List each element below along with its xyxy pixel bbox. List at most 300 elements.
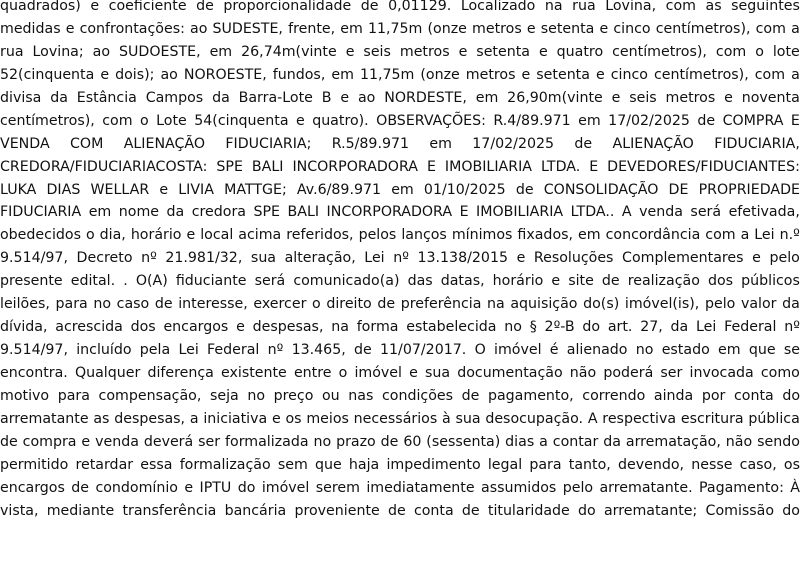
word: para [529, 456, 562, 473]
word: 9.514/97, [0, 250, 68, 267]
text-line [0, 41, 800, 64]
text-line [0, 293, 800, 316]
word: acrescida [55, 319, 123, 336]
word: e [752, 250, 761, 267]
word: será [254, 273, 286, 290]
text-line [0, 87, 800, 110]
word: e [100, 66, 110, 83]
text-line [0, 179, 800, 202]
word: vista, [0, 502, 39, 519]
word: tanto, [568, 456, 611, 473]
word: de [601, 273, 620, 290]
text-line [0, 339, 800, 362]
word: exercer [253, 296, 307, 313]
word: formalizada [225, 433, 309, 450]
word: Estância [76, 89, 137, 106]
word: WELLAR [90, 181, 150, 198]
word: de [354, 342, 372, 359]
word: em [340, 20, 363, 37]
word: Localizado [460, 0, 536, 14]
word: LTDA.. [570, 204, 615, 221]
word: Resoluções [533, 250, 614, 267]
word: e [184, 479, 194, 496]
text-line [0, 500, 800, 523]
word: invocada [689, 365, 754, 381]
word: seguintes [731, 0, 800, 14]
word: (onze [427, 20, 467, 37]
word: setenta [476, 43, 530, 60]
word: as [93, 410, 110, 427]
word: A [587, 410, 598, 427]
word: o [755, 43, 764, 60]
word: e [81, 433, 91, 450]
word: arrematante; [603, 502, 698, 519]
word: ao [190, 20, 208, 37]
word: pelo [562, 479, 594, 496]
word: COM [70, 135, 104, 152]
text-line [0, 362, 800, 385]
word: art. [607, 319, 633, 336]
word: e [595, 66, 605, 83]
word: permitido [0, 456, 69, 473]
word: § [529, 319, 537, 336]
word: Lei [754, 227, 775, 244]
word: os [783, 456, 800, 473]
word: prazo [336, 433, 376, 450]
word: seis [629, 89, 657, 106]
word: em [88, 204, 112, 221]
text-line [0, 18, 800, 41]
word: de [0, 433, 18, 450]
word: do [237, 479, 256, 496]
word: contar [552, 433, 599, 450]
word: cinco [613, 20, 651, 37]
text-line [0, 316, 800, 339]
word: no [504, 319, 522, 336]
word: setenta [540, 20, 595, 37]
word: alienado [566, 342, 628, 359]
word: sua [455, 410, 481, 427]
word: em [578, 112, 601, 129]
word: 26,74m(vinte [241, 43, 337, 60]
word: estabelecida [406, 319, 497, 336]
word: acima [238, 227, 282, 244]
word: estado [661, 342, 710, 359]
word: da [50, 89, 68, 106]
word: e [551, 273, 561, 290]
word: dos [130, 319, 156, 336]
word: Campos [145, 89, 204, 106]
word: existente [221, 365, 287, 381]
word: no [93, 296, 112, 313]
word: LUKA [0, 181, 37, 198]
word: no [313, 433, 332, 450]
word: 9.514/97, [0, 342, 68, 359]
word: Decreto [76, 250, 133, 267]
word: iniciativa [203, 410, 268, 427]
word: PROPRIEDADE [698, 181, 800, 198]
word: Pagamento: [698, 479, 784, 496]
word: de [154, 296, 173, 313]
word: 11,75m [359, 66, 415, 83]
word: no [635, 342, 654, 359]
word: dos [707, 273, 734, 290]
word: 2º-B [544, 319, 575, 336]
word: da [166, 204, 185, 221]
word: será [690, 204, 722, 221]
word: direito [326, 296, 372, 313]
word: encargos [163, 319, 229, 336]
text-line [0, 224, 800, 247]
word: à [442, 410, 451, 427]
word: que [315, 456, 342, 473]
word: 01/10/2025 [423, 181, 506, 198]
word: 0,01129. [388, 0, 452, 14]
text-line [0, 477, 800, 500]
word: OBSERVAÇÕES: [376, 112, 486, 129]
word: de [697, 112, 716, 129]
word: Comissão [705, 502, 775, 519]
word: R.4/89.971 [493, 112, 571, 129]
word: imóvel [261, 479, 310, 496]
word: e [90, 0, 100, 14]
word: o [312, 296, 321, 313]
word: COMPRA [722, 112, 784, 129]
word: com [665, 0, 696, 14]
word: metros [465, 66, 516, 83]
word: de [196, 0, 214, 14]
word: noventa [741, 89, 800, 106]
word: incluído [76, 342, 132, 359]
word: O(A) [135, 273, 168, 290]
word: preferência [400, 296, 482, 313]
word: 13.465, [291, 342, 346, 359]
word: sua [424, 365, 451, 381]
word: no [247, 387, 266, 404]
word: Lei [364, 250, 385, 267]
word: encargos [0, 479, 65, 496]
word: de [360, 0, 379, 14]
word: da [603, 433, 621, 450]
word: da [212, 89, 230, 106]
word: VENDA [0, 135, 50, 152]
word: despesas, [252, 319, 324, 336]
word: 27, [640, 319, 663, 336]
word: setenta [536, 66, 590, 83]
word: 26,90m(vinte [507, 89, 603, 106]
word: e [521, 66, 531, 83]
word: 11,75m [367, 20, 423, 37]
word: metros [665, 89, 716, 106]
word: E [426, 158, 436, 175]
word: E [459, 204, 469, 221]
word: bancária [224, 502, 287, 519]
word: DEVEDORES/FIDUCIANTES: [607, 158, 800, 175]
word: como [760, 365, 800, 381]
word: o [140, 112, 149, 129]
word: compensação, [98, 387, 202, 404]
word: dia, [99, 227, 126, 244]
word: proporcionalidade [223, 0, 352, 14]
word: imediatamente [366, 479, 475, 496]
word: dívida, [0, 319, 48, 336]
word: realização [627, 273, 700, 290]
word: com [102, 112, 133, 129]
word: de [380, 433, 399, 450]
word: venda [95, 433, 139, 450]
word: pela [139, 342, 171, 359]
word: haja [348, 456, 380, 473]
word: é [549, 342, 559, 359]
word: e [526, 20, 536, 37]
word: caso, [739, 456, 777, 473]
word: da [670, 319, 689, 336]
word: de [515, 181, 534, 198]
word: necessários [353, 410, 438, 427]
text-line [0, 156, 800, 179]
word: respectiva [602, 410, 677, 427]
word: legal [487, 456, 523, 473]
word: nº [141, 250, 157, 267]
word: alteração, [284, 250, 356, 267]
word: e [345, 43, 355, 60]
word: Complementares [622, 250, 744, 267]
word: e [236, 319, 245, 336]
word: fixados, [517, 227, 574, 244]
word: R.5/89.971 [331, 135, 410, 152]
word: Federal [207, 342, 260, 359]
word: quadrados) [0, 0, 81, 14]
word: ser [198, 433, 221, 450]
word: em [718, 342, 741, 359]
word: do [782, 502, 800, 519]
word: NORDESTE, [384, 89, 467, 106]
word: entre [293, 365, 332, 381]
word: quatro). [312, 112, 369, 129]
word: do [782, 387, 800, 404]
word: datas, [440, 273, 485, 290]
word: pelos [358, 227, 397, 244]
text-line [0, 201, 800, 224]
text-line [0, 64, 800, 87]
word: cinco [610, 66, 648, 83]
word: seis [363, 43, 391, 60]
word: e [516, 250, 526, 267]
word: e [186, 227, 196, 244]
word: documentação [457, 365, 563, 381]
word: Lovina, [605, 0, 657, 14]
word: conta [733, 387, 774, 404]
text-line [0, 110, 800, 133]
word: FIDUCIARIA [0, 204, 82, 221]
word: e [724, 89, 733, 106]
word: quatro [556, 43, 604, 60]
word: 21.981/32, [165, 250, 243, 267]
text-line [0, 408, 800, 431]
word: retardar [75, 456, 134, 473]
word: IPTU [199, 479, 232, 496]
word: Lei [696, 319, 717, 336]
word: meios [306, 410, 349, 427]
word: em [578, 227, 601, 244]
word: imóvel [354, 365, 402, 381]
word: com [705, 227, 736, 244]
word: conta [413, 502, 454, 519]
word: para [55, 296, 88, 313]
word: Lovina; [32, 43, 84, 60]
word: FIDUCIARIA, [714, 135, 800, 152]
word: venda [639, 204, 683, 221]
word: das [407, 273, 433, 290]
word: aquisição [510, 296, 578, 313]
word: ao [92, 43, 111, 60]
word: titularidade [487, 502, 570, 519]
word: nº [267, 342, 284, 359]
word: o [85, 227, 95, 244]
word: pública [748, 410, 800, 427]
text-line [0, 270, 800, 293]
word: caso [116, 296, 150, 313]
word: centímetros), [612, 43, 707, 60]
word: DIAS [46, 181, 81, 198]
word: CONSOLIDAÇÃO [543, 181, 659, 198]
word: correndo [582, 387, 646, 404]
word: site [568, 273, 594, 290]
word: de [387, 502, 406, 519]
word: e [538, 43, 548, 60]
word: de [461, 387, 480, 404]
word: centímetros), [653, 66, 749, 83]
word: arrematante. [599, 479, 693, 496]
word: deverá [143, 433, 194, 450]
word: desocupação. [485, 410, 584, 427]
word: 11/07/2017. [380, 342, 467, 359]
word: na [331, 319, 349, 336]
word: motivo [0, 387, 50, 404]
text-line [0, 454, 800, 477]
word: (sessenta) [426, 433, 501, 450]
word: por [701, 387, 726, 404]
word: edital. [70, 273, 116, 290]
word: escritura [680, 410, 744, 427]
word: em [209, 43, 233, 60]
word: credora [191, 204, 246, 221]
word: a [189, 410, 199, 427]
word: valor [740, 296, 777, 313]
word: lote [772, 43, 800, 60]
word: formalização [179, 456, 271, 473]
word: medidas [0, 20, 61, 37]
word: n.º [779, 227, 800, 244]
word: LTDA. [540, 158, 581, 175]
word: essa [140, 456, 173, 473]
word: fundos, [272, 66, 326, 83]
word: em [429, 135, 452, 152]
word: e [611, 89, 621, 106]
word: sua [250, 250, 276, 267]
word: em [331, 66, 354, 83]
word: imóvel(is), [624, 296, 700, 313]
word: referidos, [286, 227, 354, 244]
word: SPE [216, 158, 243, 175]
word: presente [0, 273, 63, 290]
word: efetivada, [728, 204, 800, 221]
word: MATTGE; [224, 181, 287, 198]
word: diferença [147, 365, 214, 381]
word: serem [315, 479, 360, 496]
word: condomínio [95, 479, 178, 496]
word: mediante [46, 502, 115, 519]
word: ALIENAÇÃO [123, 135, 206, 152]
word: SUDOESTE, [119, 43, 201, 60]
word: nome [118, 204, 159, 221]
word: INCORPORADORA [326, 204, 453, 221]
word: em [475, 89, 499, 106]
word: horário [492, 273, 544, 290]
word: transferência [122, 502, 217, 519]
word: pelo [704, 296, 736, 313]
word: dois); [115, 66, 155, 83]
word: de [71, 479, 90, 496]
word: a [791, 20, 800, 37]
word: horário [130, 227, 182, 244]
word: poderá [603, 365, 654, 381]
word: LIVIA [178, 181, 214, 198]
word: para [57, 387, 90, 404]
word: dias [505, 433, 535, 450]
word: que [748, 342, 776, 359]
word: com [755, 20, 786, 37]
word: imóvel [494, 342, 542, 359]
word: B [321, 89, 332, 106]
word: SPE [253, 204, 280, 221]
word: ou [322, 387, 340, 404]
word: condições [381, 387, 454, 404]
word: E [589, 158, 599, 175]
word: nº [784, 319, 800, 336]
word: confrontações: [79, 20, 185, 37]
word: sem [277, 456, 308, 473]
word: metros [472, 20, 522, 37]
word: CREDORA/FIDUCIARIACOSTA: [0, 158, 208, 175]
word: não [569, 365, 597, 381]
word: devendo, [617, 456, 685, 473]
word: Av.6/89.971 [296, 181, 382, 198]
word: local [200, 227, 234, 244]
word: centímetros), [655, 20, 751, 37]
word: 54(cinquenta [194, 112, 289, 129]
word: a [791, 66, 800, 83]
word: proveniente [294, 502, 380, 519]
word: em [391, 181, 414, 198]
word: A [621, 204, 632, 221]
word: e [159, 181, 169, 198]
word: comunicado(a) [293, 273, 400, 290]
word: ao [357, 89, 376, 106]
word: metros [399, 43, 450, 60]
word: públicos [741, 273, 800, 290]
word: a [539, 433, 548, 450]
word: e [340, 89, 350, 106]
word: e [599, 20, 609, 37]
word: nas [348, 387, 374, 404]
word: nesse [691, 456, 733, 473]
word: Barra-Lote [238, 89, 313, 106]
text-line [0, 385, 800, 408]
word: e [458, 43, 468, 60]
text-line [0, 431, 800, 454]
word: Lei [178, 342, 199, 359]
